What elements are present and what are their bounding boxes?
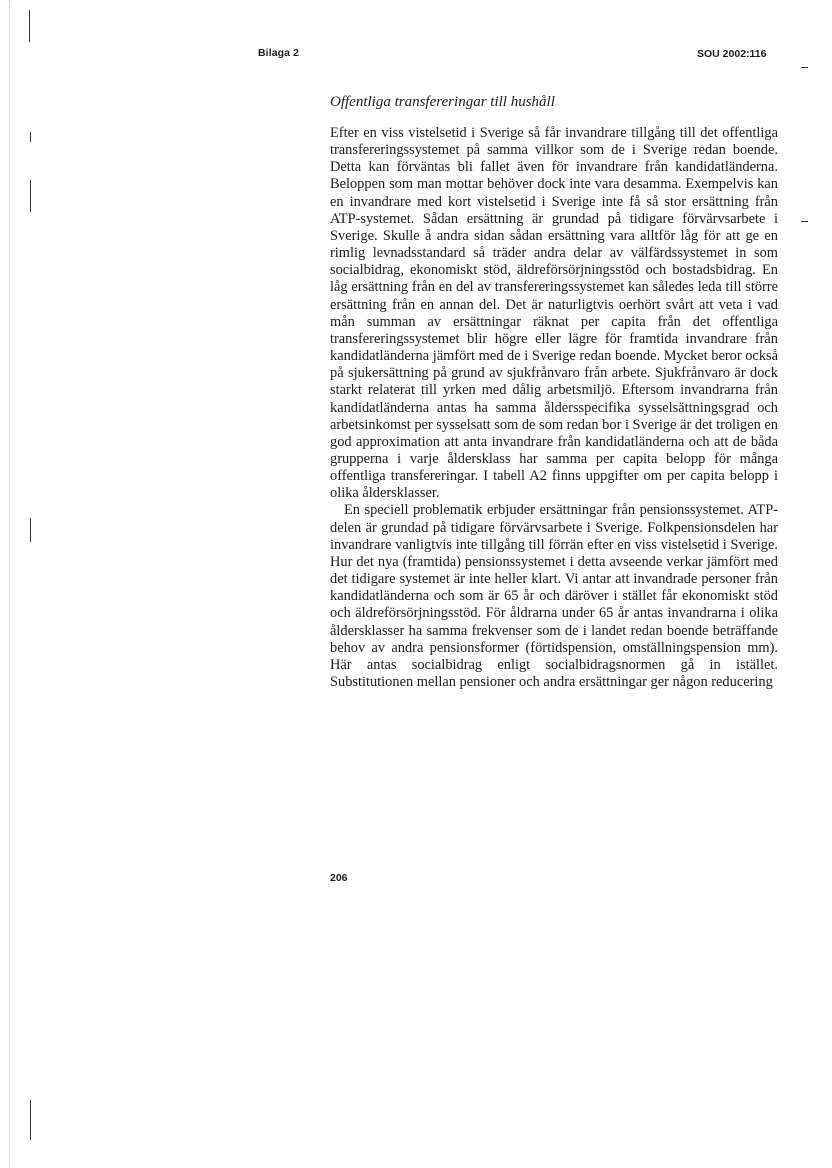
- paragraph: Efter en viss vistelsetid i Sverige så får invandrare tillgång till det offentliga transfereringssystemet på samma villkor som de i Sverige redan boende. Detta kan förväntas bli fallet även för invandrare från kandidatländerna. Beloppen som man mottar behöver dock inte vara desamma. Exempelvis kan en invandrare med kort vistelsetid i Sverige inte få så stor ersättning från ATP-systemet. Sådan ersättning är grundad på tidigare förvärvsarbete i Sverige. Skulle å andra sidan sådan ersättning vara alltför låg för att ge en rimlig levnadsstandard så träder andra delar av välfärdssystemet in som socialbidrag, ekonomiskt stöd, äldreförsörjningsstöd och bostadsbidrag. En låg ersättning från en del av transfereringssystemet kan således leda till större ersättning från en annan del. Det är naturligtvis oerhört svårt att veta i vad mån summan av ersättningar räknat per capita från det offentliga transfereringssystemet blir högre eller lägre för framtida invandrare från kandidatländerna jämfört med de i Sverige redan boende. Mycket beror också på sjukersättning på grund av sjukfrånvaro från arbete. Sjukfrånvaro är dock starkt relaterat till yrken med dålig arbetsmiljö. Eftersom invandrarna från kandidatländerna antas ha samma åldersspecifika sysselsättningsgrad och arbetsinkomst per sysselsatt som de som redan bor i Sverige är det troligen en god approximation att anta invandrare från kandidatländerna och att de båda grupperna i varje åldersklass har samma per capita belopp för många offentliga transfereringar. I tabell A2 finns uppgifter om per capita belopp i olika åldersklasser.: [330, 125, 779, 502]
- scan-mark: [801, 221, 808, 222]
- section-heading: Offentliga transfereringar till hushåll: [330, 94, 555, 110]
- scan-mark: [29, 10, 30, 42]
- scan-edge-line: [9, 0, 11, 1168]
- scan-mark: [30, 518, 31, 542]
- running-header-right: SOU 2002:116: [697, 48, 767, 60]
- body-text: [330, 125, 778, 691]
- page-number: 206: [330, 872, 348, 884]
- scan-mark: [801, 67, 808, 68]
- scan-mark: [30, 180, 31, 212]
- scan-mark: [30, 1100, 31, 1140]
- paragraph: En speciell problematik erbjuder ersättningar från pensionssystemet. ATP-delen är grundad på tidigare förvärvsarbete i Sverige. Folkpensionsdelen har invandrare vanligtvis inte tillgång till förrän efter en viss vistelsetid i Sverige. Hur det nya (framtida) pensionssystemet i detta avseende verkar jämfört med det tidigare systemet är inte heller klart. Vi antar att invandrade personer från kandidatländerna och som är 65 år och däröver i stället får ekonomiskt stöd och äldreförsörjningsstöd. För åldrarna under 65 år antas invandrarna i olika åldersklasser ha samma frekvenser som de i landet redan boende beträffande behov av andra pensionsformer (förtidspension, omställningspension mm). Här antas socialbidrag enligt socialbidragsnormen gå in istället. Substitutionen mellan pensioner och andra ersättningar ger någon reducering: [330, 502, 778, 690]
- scan-mark: [30, 132, 31, 142]
- running-header-left: Bilaga 2: [258, 47, 300, 59]
